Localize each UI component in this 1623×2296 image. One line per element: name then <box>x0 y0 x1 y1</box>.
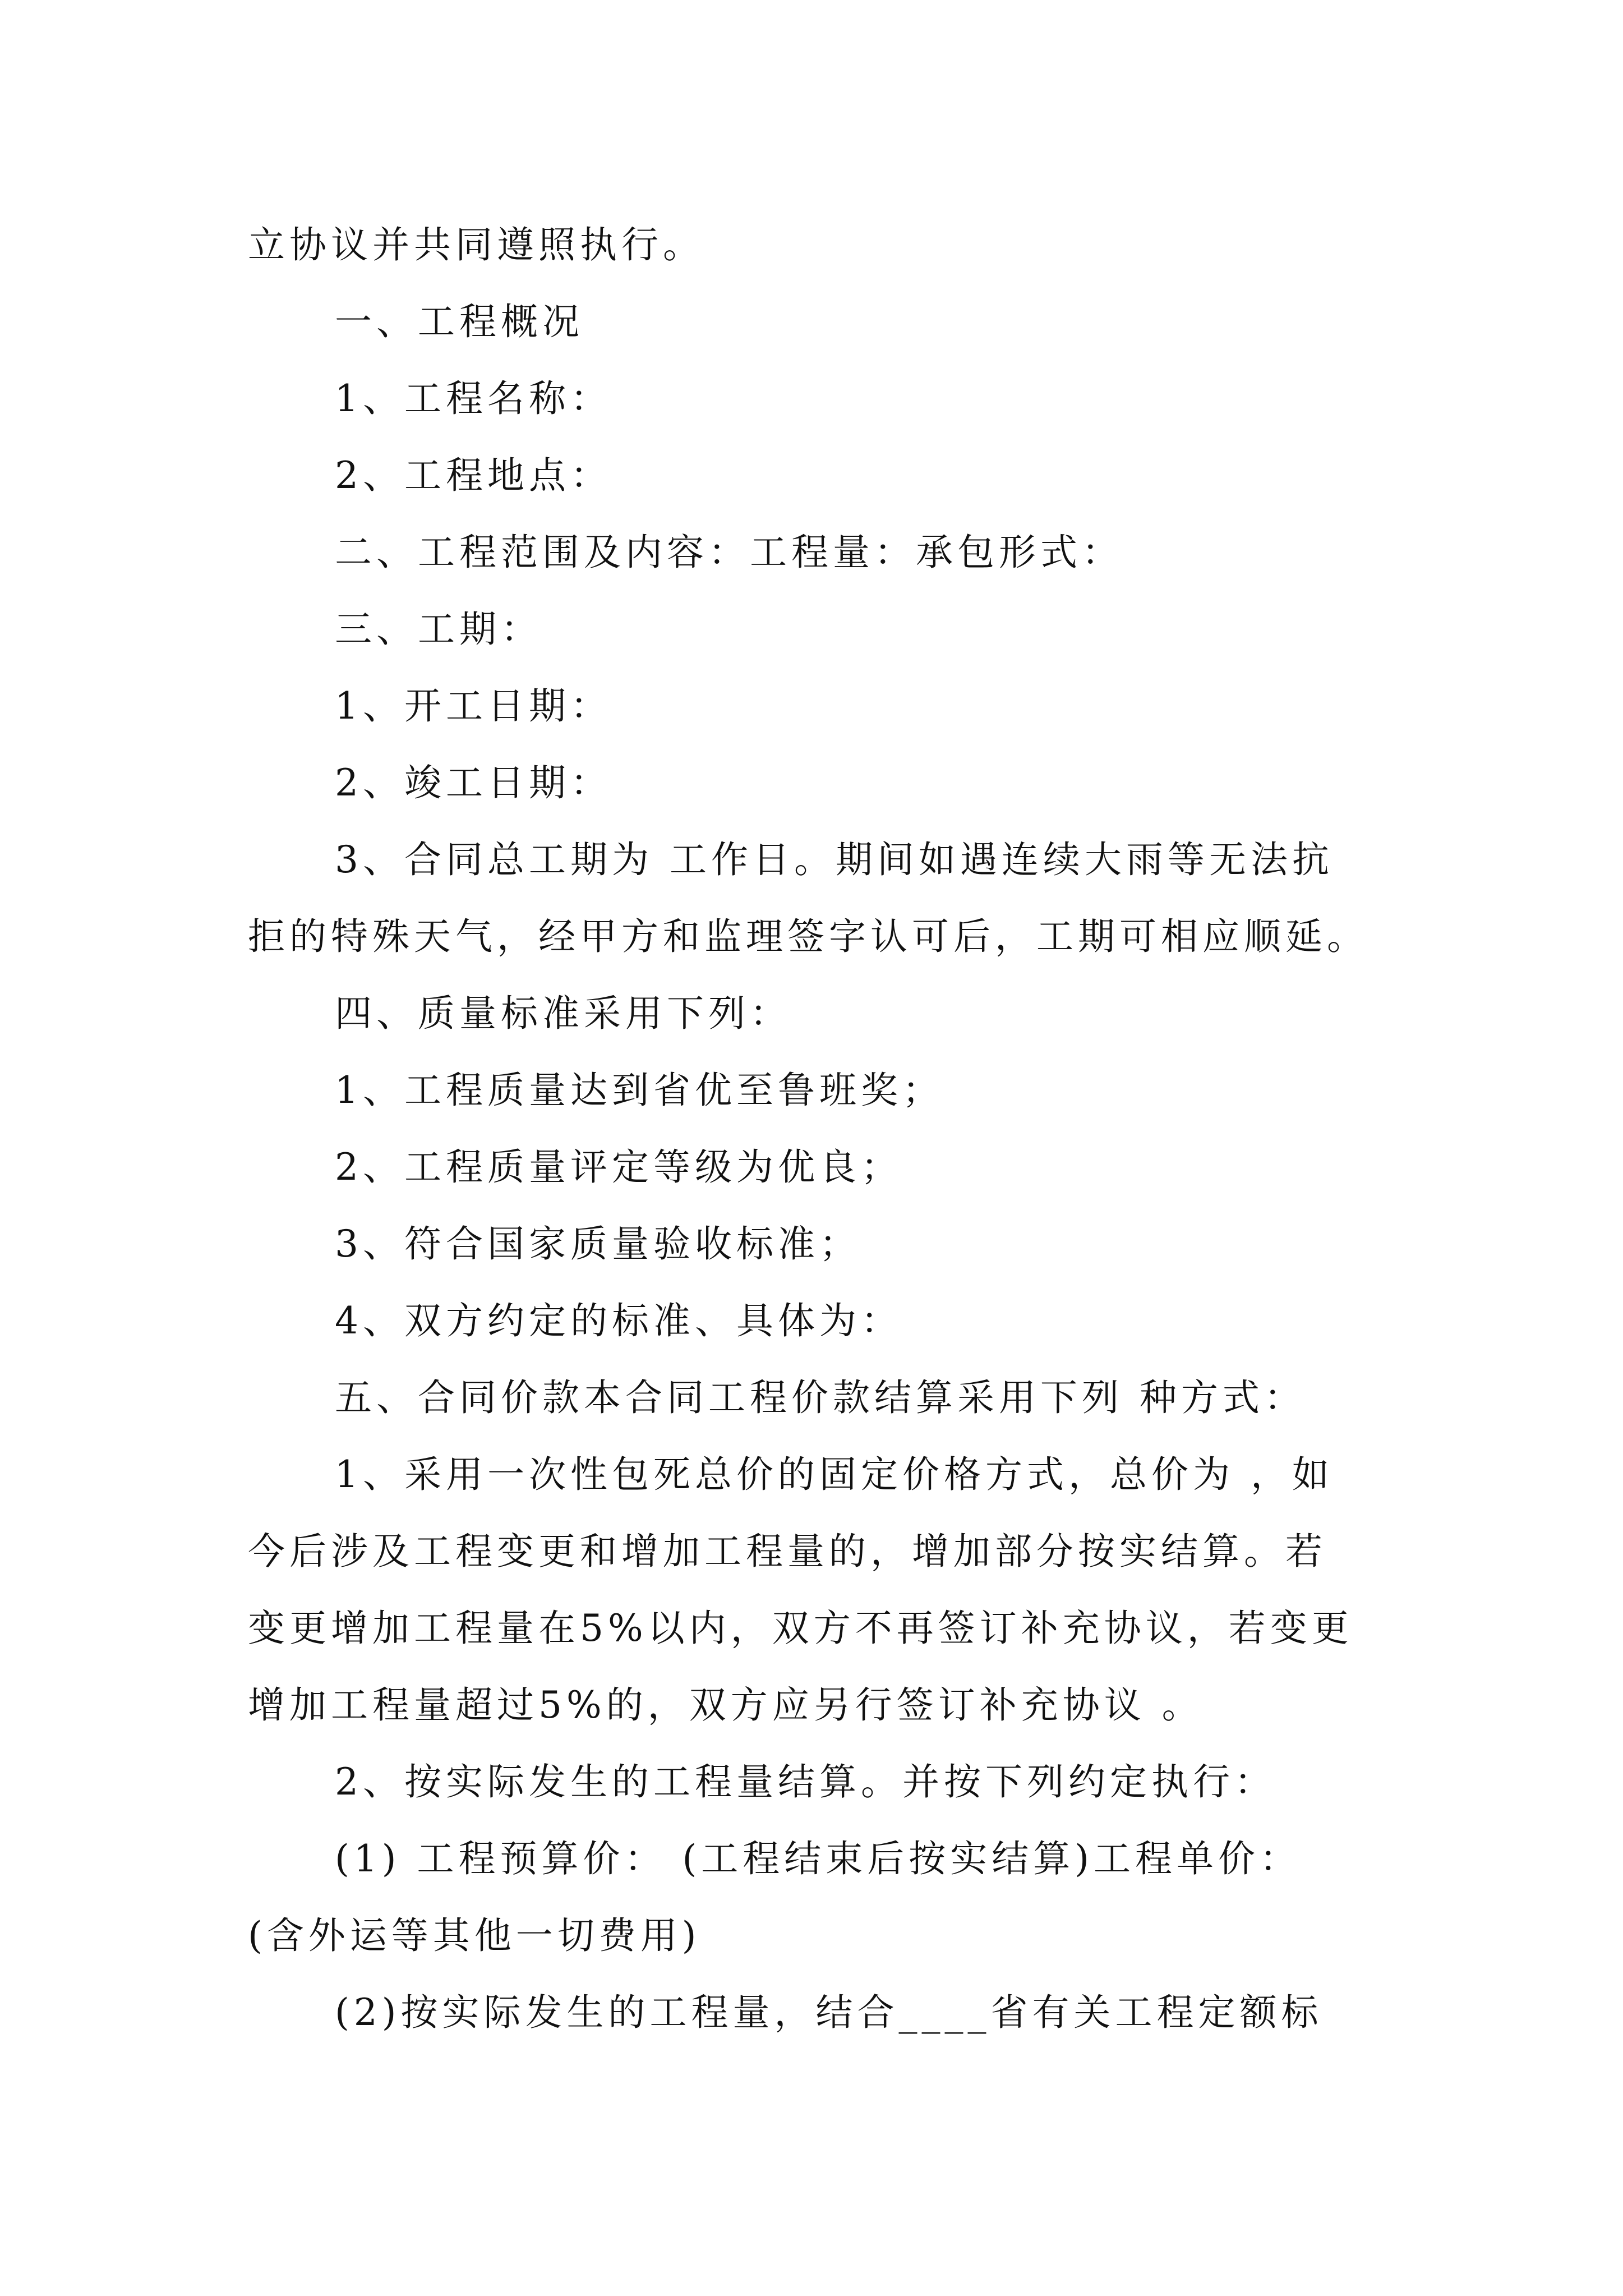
paragraph-line: 1、采用一次性包死总价的固定价格方式，总价为 ，如 <box>335 1453 1334 1496</box>
section-heading-quality: 四、质量标准采用下列： <box>335 992 791 1035</box>
paragraph-line: 1、工程名称： <box>335 377 612 420</box>
section-heading-schedule: 三、工期： <box>335 608 542 651</box>
paragraph-line: (2)按实际发生的工程量，结合____省有关工程定额标 <box>335 1991 1323 2034</box>
paragraph-line: 增加工程量超过5%的，双方应另行签订补充协议 。 <box>248 1683 1204 1727</box>
paragraph-line: 3、合同总工期为 工作日。期间如遇连续大雨等无法抗 <box>335 838 1334 881</box>
paragraph-line: 1、开工日期： <box>335 684 612 728</box>
paragraph-line: 2、竣工日期： <box>335 761 612 804</box>
paragraph-line: (含外运等其他一切费用) <box>248 1914 701 1957</box>
paragraph-line: 立协议并共同遵照执行。 <box>248 223 704 266</box>
section-heading-overview: 一、工程概况 <box>335 300 584 343</box>
paragraph-line: 1、工程质量达到省优至鲁班奖； <box>335 1069 944 1112</box>
section-heading-price: 五、合同价款本合同工程价款结算采用下列 种方式： <box>335 1376 1306 1419</box>
paragraph-line: 4、双方约定的标准、具体为： <box>335 1299 902 1342</box>
paragraph-line: 2、按实际发生的工程量结算。并按下列约定执行： <box>335 1760 1276 1803</box>
paragraph-line: 3、符合国家质量验收标准； <box>335 1222 861 1266</box>
contract-text-body <box>248 206 1392 2051</box>
paragraph-line: 今后涉及工程变更和增加工程量的，增加部分按实结算。若 <box>248 1530 1327 1573</box>
paragraph-line: 2、工程质量评定等级为优良； <box>335 1145 902 1189</box>
paragraph-line: 2、工程地点： <box>335 454 612 497</box>
paragraph-line: 变更增加工程量在5%以内，双方不再签订补充协议，若变更 <box>248 1607 1353 1650</box>
paragraph-line: (1) 工程预算价： (工程结束后按实结算)工程单价： <box>335 1837 1301 1880</box>
paragraph-line: 拒的特殊天气，经甲方和监理签字认可后，工期可相应顺延。 <box>248 915 1368 958</box>
section-heading-scope: 二、工程范围及内容：工程量：承包形式： <box>335 531 1123 574</box>
